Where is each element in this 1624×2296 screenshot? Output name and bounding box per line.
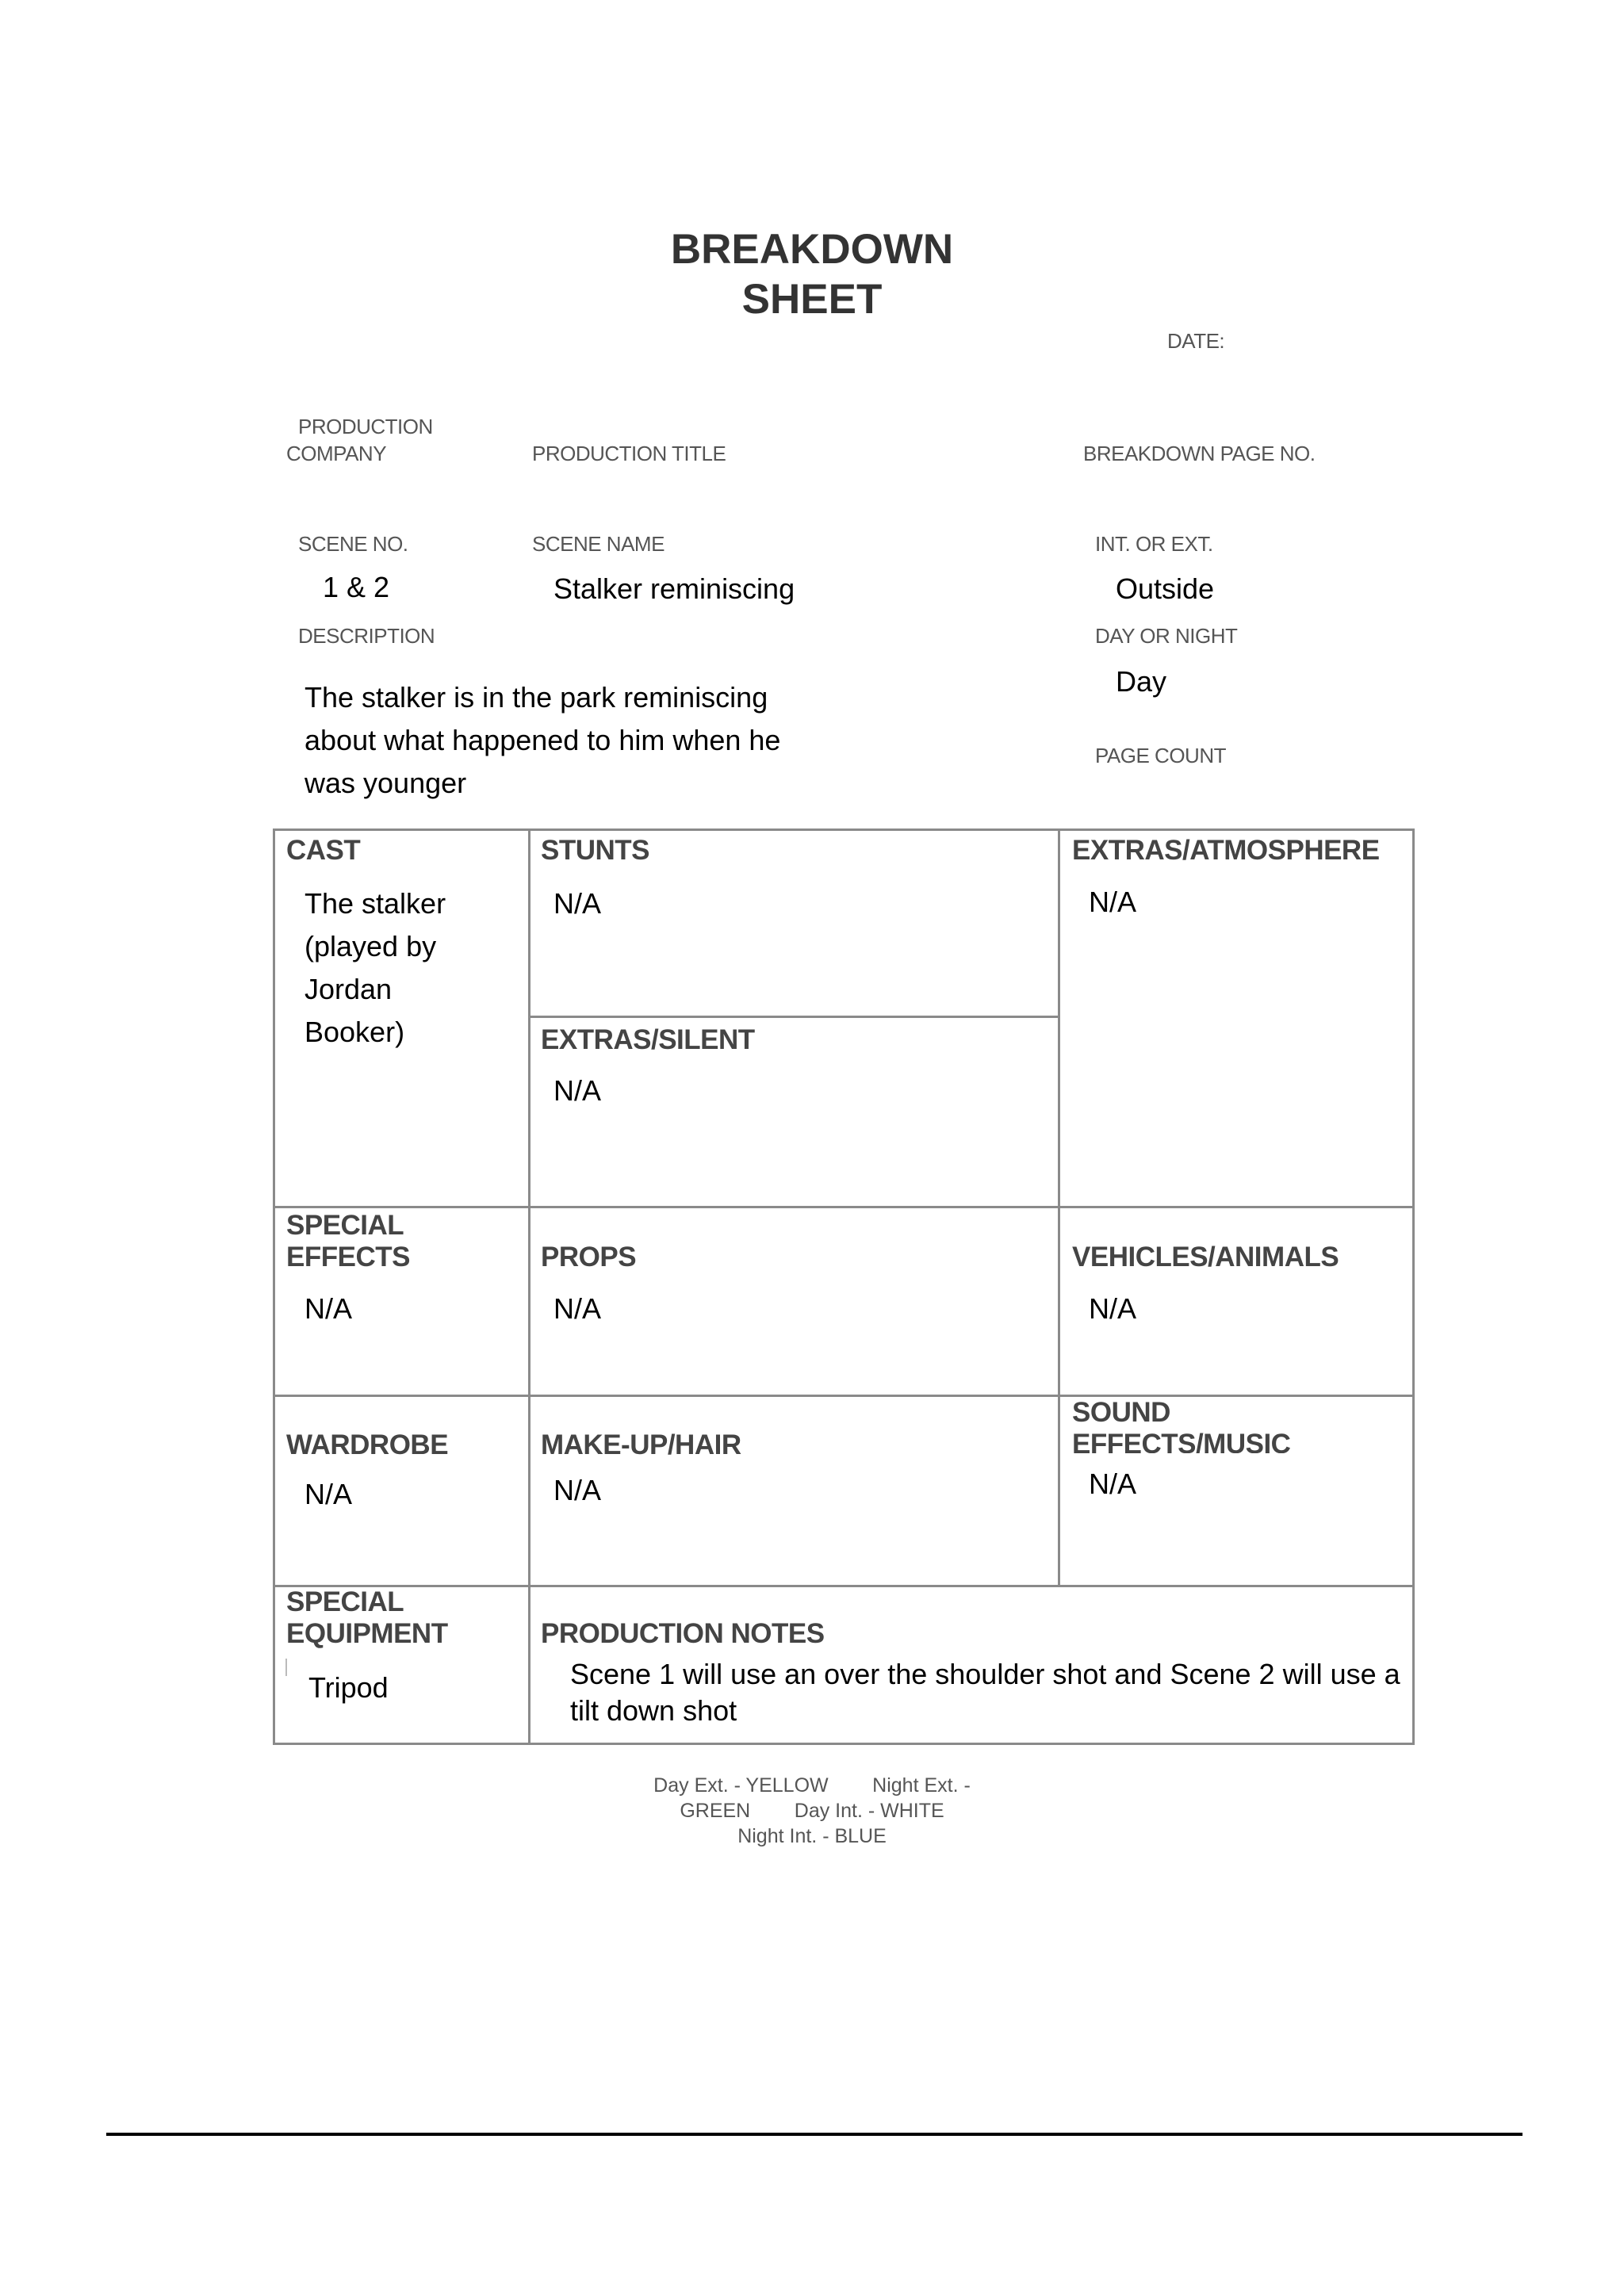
wardrobe-label: WARDROBE (286, 1429, 449, 1460)
cast-value-line3: Jordan (304, 973, 393, 1005)
special-effects-label-line1: SPECIAL (286, 1210, 404, 1241)
grid-right-border (1412, 828, 1415, 1745)
legend-line2: GREEN Day Int. - WHITE (680, 1800, 944, 1822)
date-label: DATE: (1167, 329, 1225, 353)
grid-divider-row3 (273, 1395, 1415, 1397)
description-value-line1: The stalker is in the park reminiscing (304, 681, 768, 714)
special-equipment-label-line1: SPECIAL (286, 1586, 404, 1617)
special-equipment-value: Tripod (308, 1671, 389, 1704)
breakdown-page-no-label: BREAKDOWN PAGE NO. (1083, 442, 1316, 465)
grid-left-border (273, 828, 275, 1745)
production-notes-label: PRODUCTION NOTES (541, 1618, 825, 1644)
scene-name-label: SCENE NAME (532, 532, 665, 556)
scene-no-label: SCENE NO. (298, 532, 408, 556)
sheet-title-line1: BREAKDOWN (670, 226, 954, 273)
sound-effects-music-label-line1: SOUND (1072, 1397, 1170, 1428)
description-value-line2: about what happened to him when he (304, 724, 781, 756)
page-count-label: PAGE COUNT (1095, 744, 1226, 767)
production-notes-value-line1: Scene 1 will use an over the shoulder shot and Scene 2 will use a (570, 1658, 1400, 1690)
grid-divider-row2 (273, 1206, 1415, 1208)
wardrobe-value: N/A (304, 1478, 353, 1510)
extras-silent-value: N/A (553, 1074, 602, 1107)
special-effects-value: N/A (304, 1292, 353, 1325)
scene-name-value: Stalker reminiscing (553, 572, 795, 605)
special-equipment-label-line2: EQUIPMENT (286, 1618, 448, 1649)
stunts-value: N/A (553, 887, 602, 920)
cast-value-line2: (played by (304, 930, 437, 962)
props-label: PROPS (541, 1242, 637, 1272)
production-company-label-line1: PRODUCTION (298, 415, 433, 438)
sheet-title-line2: SHEET (741, 276, 883, 323)
stunts-label: STUNTS (541, 835, 649, 866)
description-label: DESCRIPTION (298, 624, 435, 648)
props-value: N/A (553, 1292, 602, 1325)
production-notes-value-line2: tilt down shot (570, 1694, 737, 1727)
sound-effects-music-value: N/A (1089, 1468, 1137, 1500)
grid-top-border (273, 828, 1415, 831)
cast-value-line4: Booker) (304, 1016, 405, 1048)
makeup-hair-label: MAKE-UP/HAIR (541, 1429, 741, 1460)
cast-label: CAST (286, 835, 361, 866)
vehicles-animals-value: N/A (1089, 1292, 1137, 1325)
special-effects-label-line2: EFFECTS (286, 1242, 410, 1272)
production-title-label: PRODUCTION TITLE (532, 442, 726, 465)
production-notes-label-clip (541, 1617, 1032, 1644)
cast-value-line1: The stalker (304, 887, 446, 920)
grid-divider-row4 (273, 1585, 1415, 1587)
day-night-value: Day (1116, 665, 1167, 698)
int-ext-label: INT. OR EXT. (1095, 532, 1213, 556)
legend-line1: Day Ext. - YELLOW Night Ext. - (653, 1774, 971, 1797)
extras-silent-label: EXTRAS/SILENT (541, 1024, 755, 1055)
extras-atmosphere-value: N/A (1089, 886, 1137, 918)
page-footer-rule (106, 2133, 1522, 2136)
text-cursor-mark (285, 1659, 287, 1676)
makeup-hair-value: N/A (553, 1474, 602, 1506)
grid-divider-col1 (528, 828, 530, 1745)
vehicles-animals-label: VEHICLES/ANIMALS (1072, 1242, 1339, 1272)
sound-effects-music-label-clip (1072, 1428, 1389, 1453)
day-night-label: DAY OR NIGHT (1095, 624, 1238, 648)
int-ext-value: Outside (1116, 572, 1215, 605)
legend-line3: Night Int. - BLUE (737, 1825, 887, 1847)
description-value-line3: was younger (304, 767, 467, 799)
grid-bottom-border (273, 1743, 1415, 1745)
extras-atmosphere-label: EXTRAS/ATMOSPHERE (1072, 835, 1380, 866)
grid-divider-stunts (528, 1016, 1060, 1018)
sound-effects-music-label-line2: EFFECTS/MUSIC (1072, 1429, 1291, 1453)
production-company-label-line2: COMPANY (286, 442, 387, 465)
scene-no-value: 1 & 2 (323, 571, 390, 603)
